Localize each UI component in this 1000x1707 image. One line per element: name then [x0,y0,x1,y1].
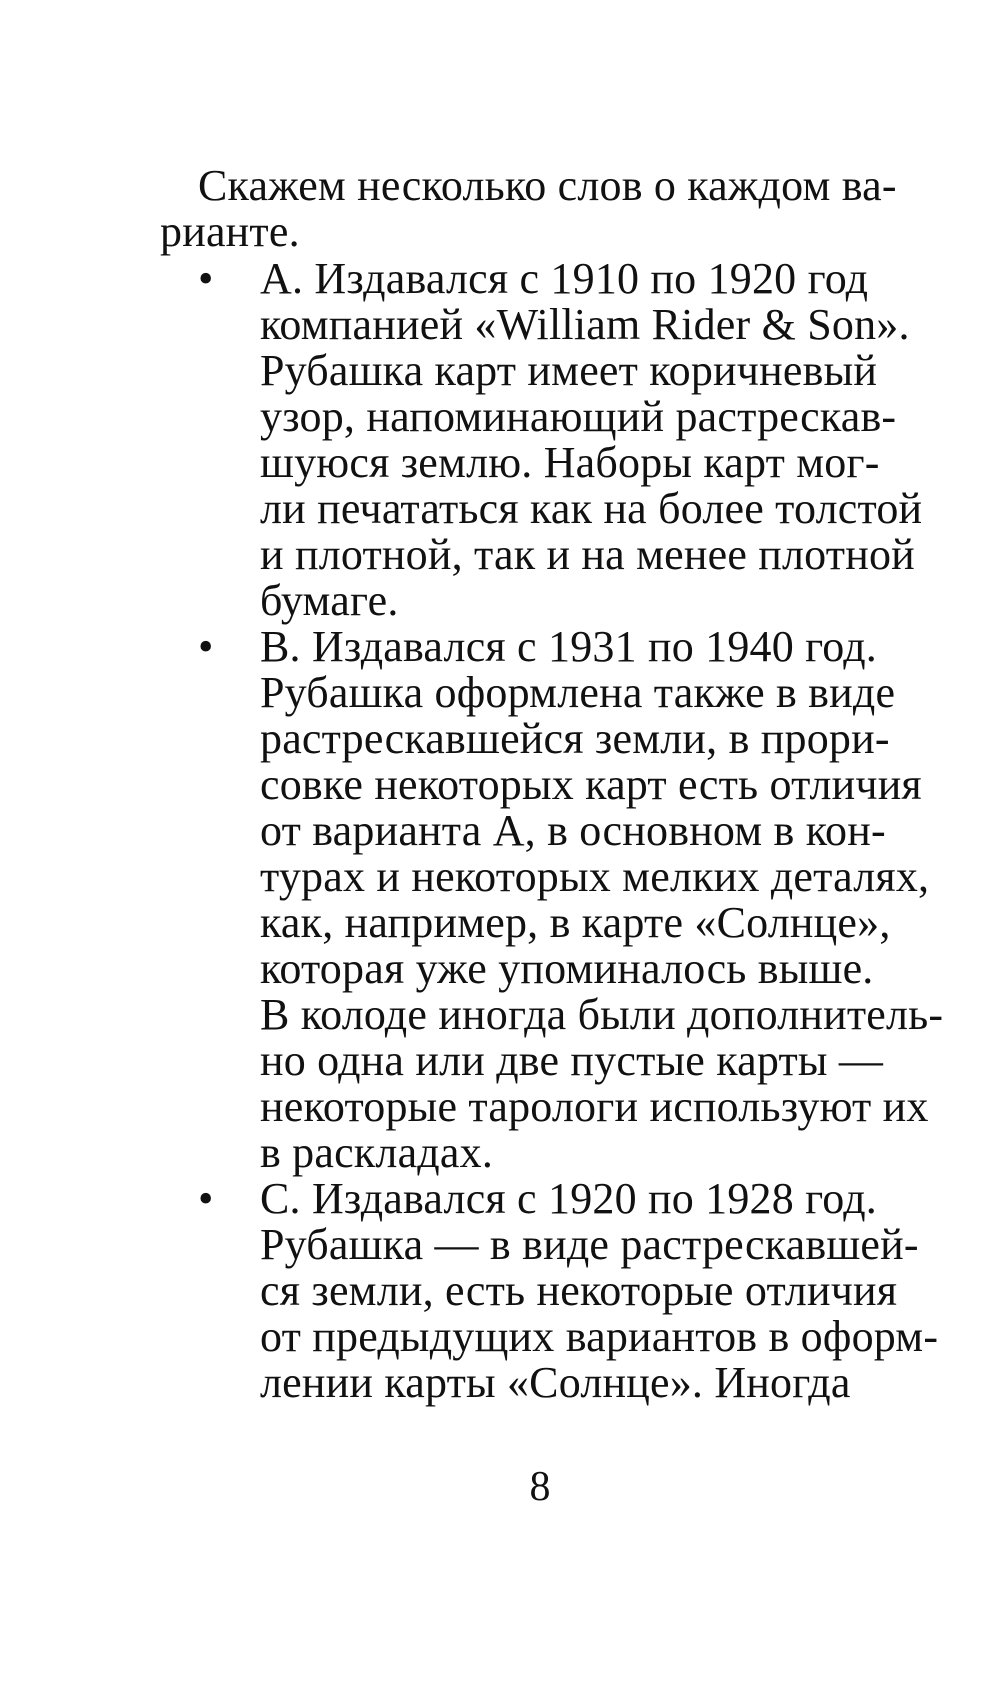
item-b-line: некоторые тарологи используют их [260,1082,929,1131]
item-c-line: от предыдущих вариантов в оформ- [260,1312,939,1361]
item-a-line: и плотной, так и на менее плотной [260,530,915,579]
page-number: 8 [529,1464,551,1510]
intro-line-2: рианте. [160,207,300,256]
item-a-line: шуюся землю. Наборы карт мог- [260,438,880,487]
item-b-line: турах и некоторых мелких деталях, [260,852,930,901]
item-a-line: бумаге. [260,576,399,625]
item-c-line: ся земли, есть некоторые отличия [260,1266,898,1315]
item-a-line: А. Издавался с 1910 по 1920 год [260,254,869,303]
item-b-line: но одна или две пустые карты — [260,1036,884,1085]
bullet-item-c: • [198,1174,214,1223]
item-c-line: Рубашка — в виде растрескавшей- [260,1220,919,1269]
item-a-line: компанией «William Rider & Son». [260,300,910,349]
item-a-line: Рубашка карт имеет коричневый [260,346,878,395]
item-b-line: В колоде иногда были дополнитель- [260,990,944,1039]
item-b-line: Рубашка оформлена также в виде [260,668,896,717]
item-b-line: от варианта А, в основном в кон- [260,806,886,855]
item-b-line: в раскладах. [260,1128,494,1177]
item-b-line: которая уже упоминалось выше. [260,944,874,993]
item-b-line: как, например, в карте «Солнце», [260,898,891,947]
item-a-line: ли печататься как на более толстой [260,484,923,533]
intro-line-1: Скажем несколько слов о каждом ва- [198,161,897,210]
item-b-line: В. Издавался с 1931 по 1940 год. [260,622,878,671]
item-a-line: узор, напоминающий растрескав- [260,392,897,441]
bullet-item-b: • [198,622,214,671]
item-c-line: С. Издавался с 1920 по 1928 год. [260,1174,878,1223]
bullet-item-a: • [198,254,214,303]
item-b-line: растрескавшейся земли, в прори- [260,714,890,763]
item-c-line: лении карты «Солнце». Иногда [260,1358,851,1407]
item-b-line: совке некоторых карт есть отличия [260,760,922,809]
